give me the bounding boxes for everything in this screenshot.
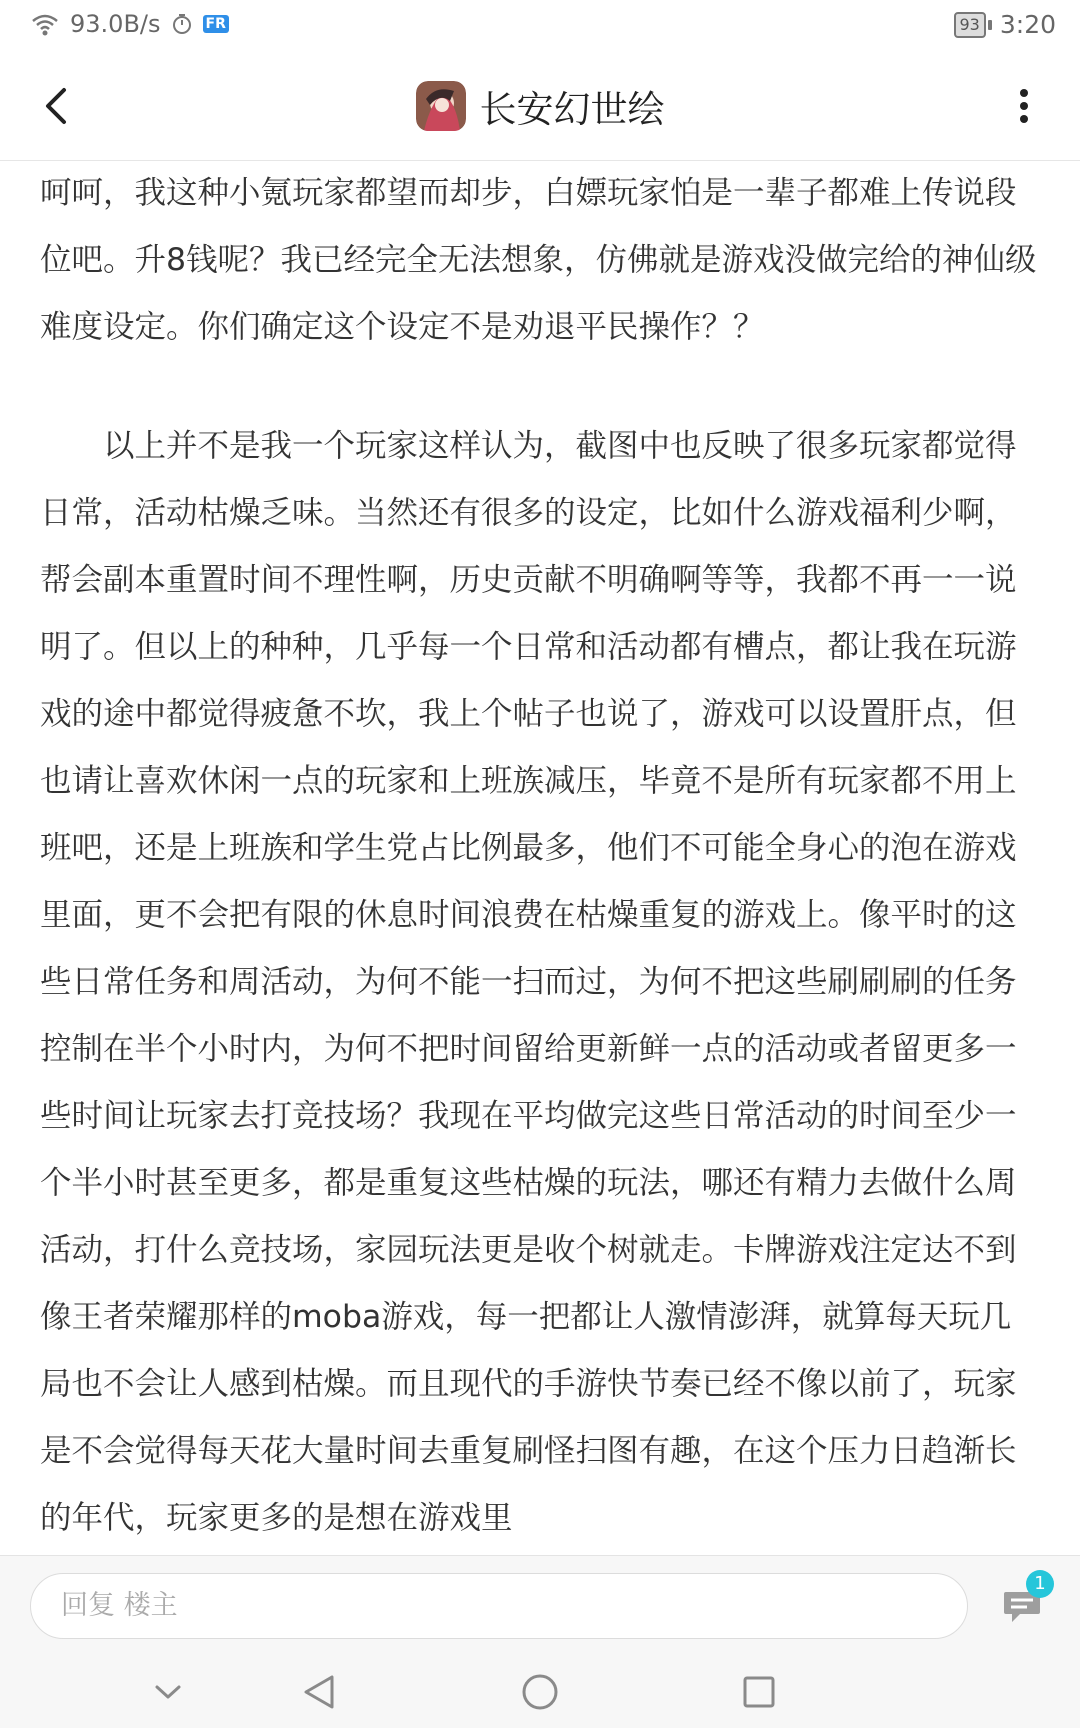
net-speed: 93.0B/s	[70, 10, 161, 38]
nav-collapse-button[interactable]	[145, 1669, 191, 1715]
clock: 3:20	[999, 10, 1056, 39]
more-vertical-icon	[1018, 88, 1030, 124]
circle-home-icon	[521, 1673, 559, 1711]
fr-badge: FR	[203, 15, 229, 33]
more-button[interactable]	[994, 76, 1054, 136]
status-right	[954, 10, 1057, 39]
paragraph-gap	[40, 361, 1040, 413]
status-bar	[0, 0, 1080, 52]
page-title: 长安幻世绘	[479, 88, 665, 131]
reply-input[interactable]: 回复 楼主	[30, 1573, 968, 1639]
nav-recents-button[interactable]	[736, 1669, 782, 1715]
comment-count-badge: 1	[1026, 1570, 1054, 1598]
status-left	[30, 10, 229, 38]
app-icon	[416, 81, 466, 131]
battery-icon	[954, 12, 992, 38]
post-paragraph: 以上并不是我一个玩家这样认为，截图中也反映了很多玩家都觉得日常，活动枯燥乏味。当然还有很多的设定，比如什么游戏福利少啊，帮会副本重置时间不理性啊，历史贡献不明确啊等等，我都不再一一说明了。但以上的种种，几乎每一个日常和活动都有槽点，都让我在玩游戏的途中都觉得疲惫不坎，我上个帖子也说了，游戏可以设置肝点，但也请让喜欢休闲一点的玩家和上班族减压，毕竟不是所有玩家都不用上班吧，还是上班族和学生党占比例最多，他们不可能全身心的泡在游戏里面，更不会把有限的休息时间浪费在枯燥重复的游戏上。像平时的这些日常任务和周活动，为何不能一扫而过，为何不把这些刷刷刷的任务控制在半个小时内，为何不把时间留给更新鲜一点的活动或者留更多一些时间让玩家去打竞技场？我现在平均做完这些日常活动的时间至少一个半小时甚至更多，都是重复这些枯燥的玩法，哪还有精力去做什么周活动，打什么竞技场，家园玩法更是收个树就走。卡牌游戏注定达不到像王者荣耀那样的moba游戏，每一把都让人激情澎湃，就算每天玩几局也不会让人感到枯燥。而且现代的手游快节奏已经不像以前了，玩家是不会觉得每天花大量时间去重复刷怪扫图有趣，在这个压力日趋渐长的年代，玩家更多的是想在游戏里	[40, 428, 1017, 1536]
nav-home-button[interactable]	[517, 1669, 563, 1715]
timer-icon	[171, 13, 193, 35]
post-content	[40, 160, 1040, 1555]
reply-bar	[0, 1555, 1080, 1656]
square-recents-icon	[742, 1675, 776, 1709]
title-group	[0, 52, 1080, 160]
post-paragraph: 呵呵，我这种小氪玩家都望而却步，白嫖玩家怕是一辈子都难上传说段位吧。升8钱呢？我已经完全无法想象，仿佛就是游戏没做完给的神仙级难度设定。你们确定这个设定不是劝退平民操作？？	[40, 175, 1037, 345]
nav-back-button[interactable]	[296, 1669, 342, 1715]
wifi-icon	[30, 12, 60, 36]
system-nav-bar	[0, 1655, 1080, 1728]
battery-level: 93	[954, 12, 986, 38]
top-app-bar	[0, 52, 1080, 161]
triangle-back-icon	[302, 1674, 336, 1710]
chevron-down-icon	[153, 1682, 183, 1702]
